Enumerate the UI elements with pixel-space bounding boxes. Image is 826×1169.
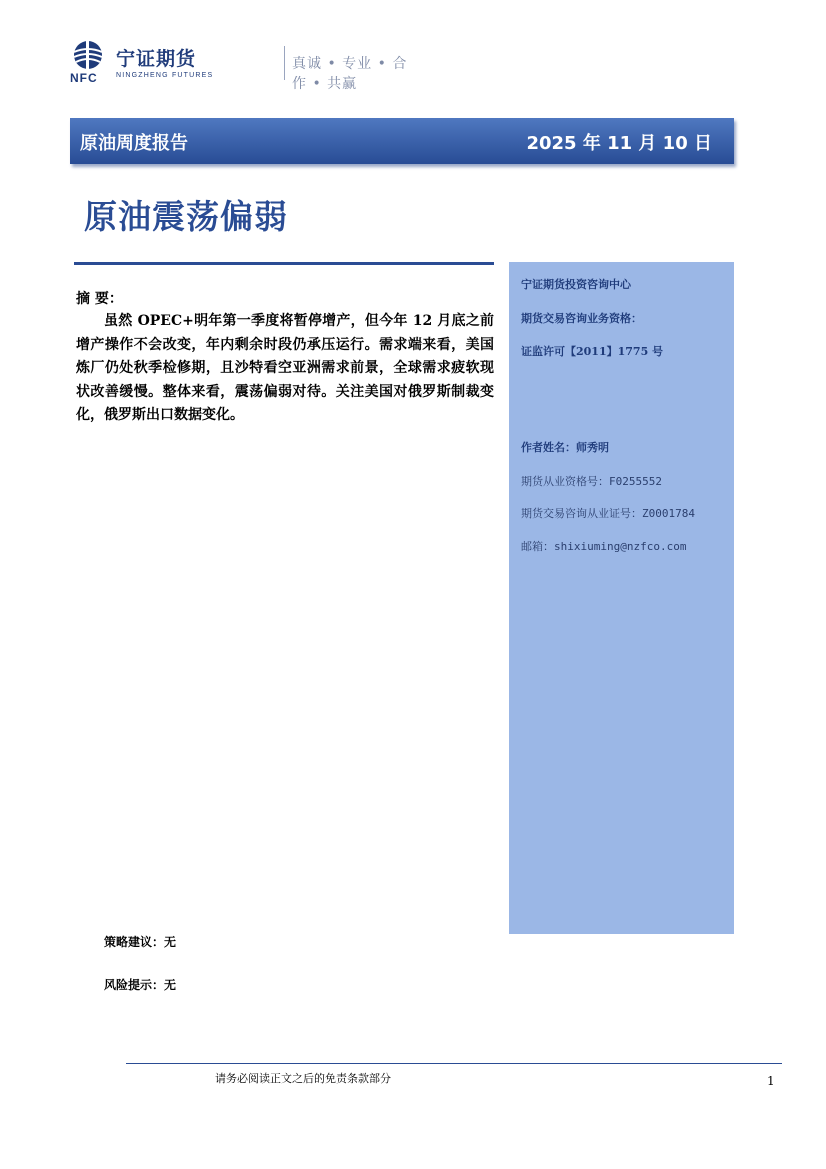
title-divider [74, 262, 494, 265]
strategy-advice: 策略建议：无 [104, 935, 177, 949]
risk-notice: 风险提示：无 [104, 978, 177, 992]
abstract-label: 摘 要： [76, 291, 123, 307]
sidebar-qualification-label: 期货交易咨询业务资格： [521, 312, 642, 325]
slogan: 真诚 • 专业 • 合作 • 共赢 [292, 56, 408, 92]
abstract-body: 虽然 OPEC+明年第一季度将暂停增产，但今年 12 月底之前增产操作不会改变，年内剩余时段仍承压运行。需求端来看，美国炼厂仍处秋季检修期，且沙特看空亚洲需求前景，全球需求疲软现状改善缓慢。整体来看，震荡偏弱对待。关注美国对俄罗斯制裁变化，俄罗斯出口数据变化。 [76, 313, 494, 423]
sidebar-org: 宁证期货投资咨询中心 [521, 278, 631, 291]
report-banner [70, 118, 734, 164]
logo-chinese-name: 宁证期货 [116, 48, 197, 70]
page-title: 原油震荡偏弱 [84, 197, 288, 236]
info-sidebar [509, 262, 734, 934]
company-logo [70, 40, 410, 92]
logo-abbreviation: NFC [70, 71, 98, 85]
sidebar-consult-cert: 期货交易咨询从业证号：Z0001784 [521, 507, 695, 520]
sidebar-practice-cert: 期货从业资格号：F0255552 [521, 475, 662, 488]
page-number: 1 [767, 1074, 775, 1088]
footer-divider [126, 1063, 782, 1064]
logo-english-name: NINGZHENG FUTURES [116, 72, 214, 79]
sidebar-license: 证监许可【2011】1775 号 [521, 345, 664, 358]
report-type: 原油周度报告 [80, 133, 188, 154]
sidebar-email[interactable]: 邮箱：shixiuming@nzfco.com [521, 540, 687, 553]
report-date: 2025 年 11 月 10 日 [526, 133, 712, 154]
logo-divider [284, 46, 285, 80]
footer-disclaimer-note: 请务必阅读正文之后的免责条款部分 [215, 1072, 391, 1085]
sidebar-author: 作者姓名：师秀明 [521, 441, 609, 454]
